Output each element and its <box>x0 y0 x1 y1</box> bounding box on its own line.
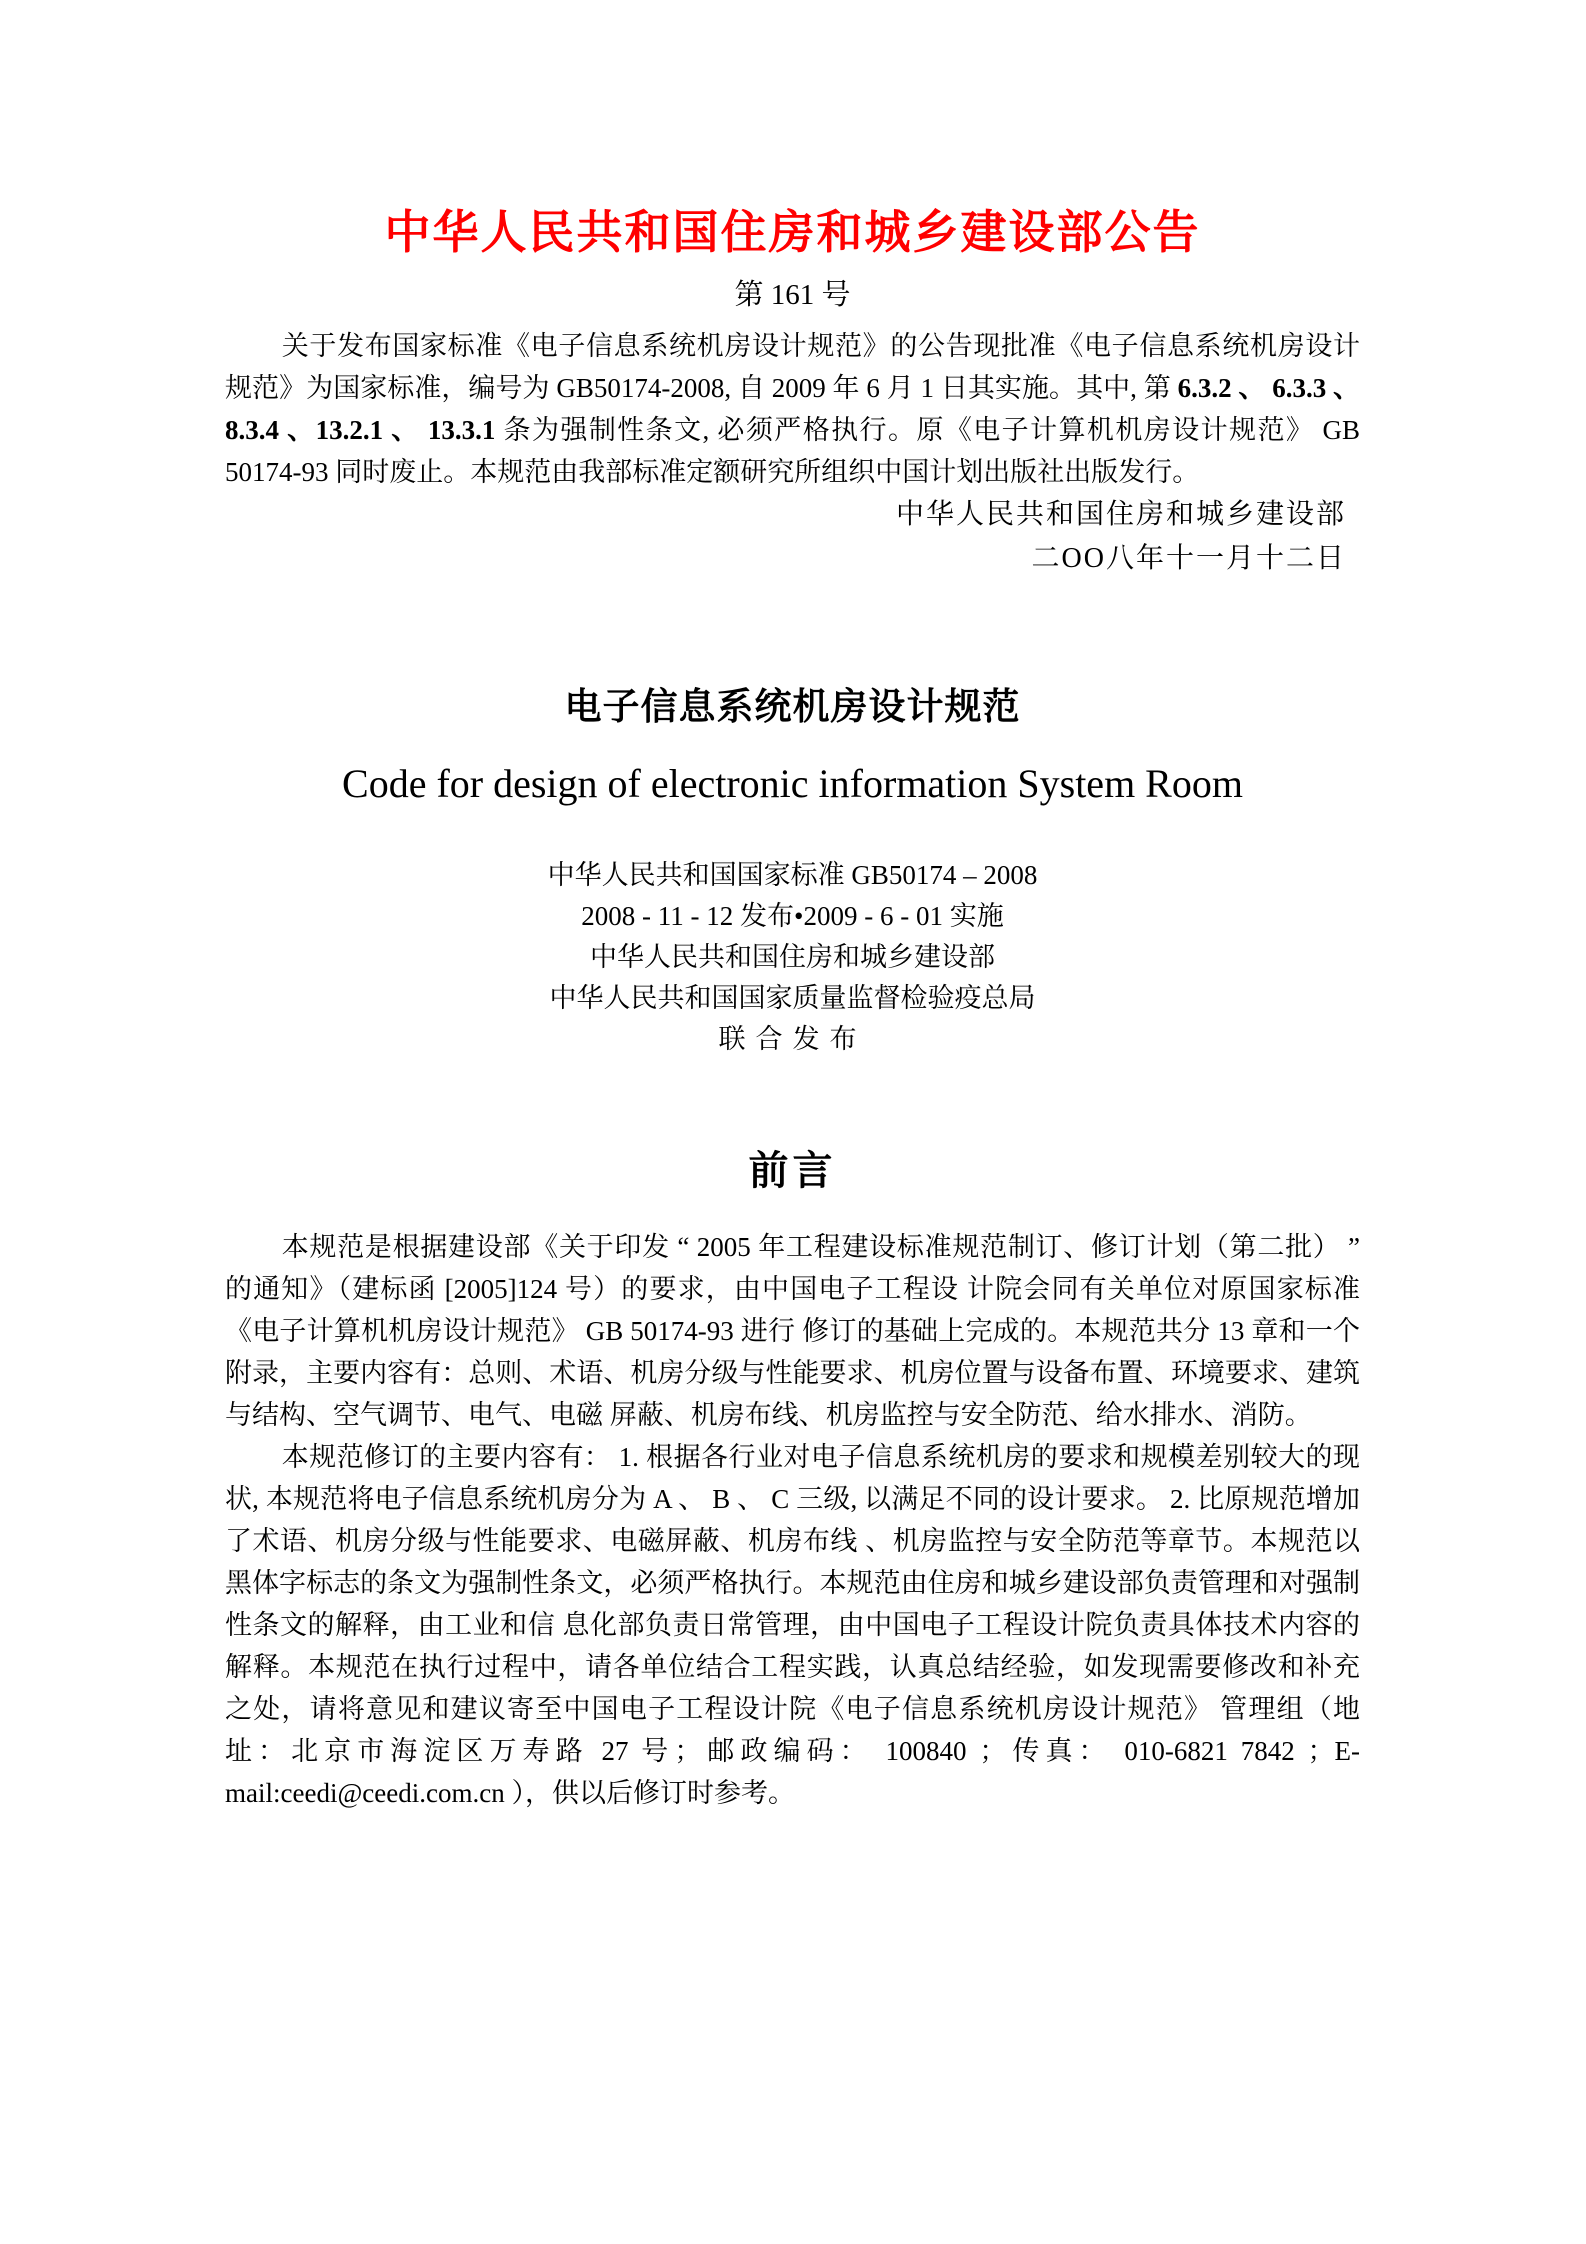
foreword-paragraph-1: 本规范是根据建设部《关于印发 “ 2005 年工程建设标准规范制订、修订计划（第二批） ” 的通知》（建标函 [2005]124 号）的要求，由中国电子工程设 计院会同有关单位对原国家标准《电子计算机机房设计规范》 GB 50174-93 进行 修订的基础上完成的。本规范共分 13 章和一个附录，主要内容有：总则、术语、机房分级与性能要求、机房位置与设备布置、环境要求、建筑与结构、空气调节、电气、电磁 屏蔽、机房布线、机房监控与安全防范、给水排水、消防。 <box>225 1232 1360 1430</box>
signature-block <box>225 493 1360 581</box>
signature-issuer: 中华人民共和国住房和城乡建设部 <box>895 499 1346 530</box>
announcement-body <box>225 325 1360 493</box>
foreword-title: 前言 <box>748 1148 837 1193</box>
foreword-paragraph-2: 本规范修订的主要内容有： 1. 根据各行业对电子信息系统机房的要求和规模差别较大的现状, 本规范将电子信息系统机房分为 A 、 B 、 C 三级, 以满足不同的设计要求。 2. 比原规范增加了术语、机房分级与性能要求、电磁屏蔽、机房布线 、机房监控与安全防范等章节。本规范以黑体字标志的条文为强制性条文，必须严格执行。本规范由住房和城乡建设部负责管理和对强制性条文的解释，由工业和信 息化部负责日常管理，由中国电子工程设计院负责具体技术内容的解释。本规范在执行过程中，请各单位结合工程实践，认真总结经验，如发现需要修改和补充 之处，请将意见和建议寄至中国电子工程设计院《电子信息系统机房设计规范》 管理组（地址：北京市海淀区万寿路 27 号；邮政编码： 100840 ；传真： 010-6821 7842 ；E-mail:ceedi@ceedi.com.cn ），供以后修订时参考。 <box>225 1442 1360 1808</box>
standard-title-cn: 电子信息系统机房设计规范 <box>564 687 1021 728</box>
text-segment: 关于发布国家标准《电子信息系统机房设计规范》的公告现批准《电子信息系统机房设计规范》为国家标准，编号为 GB50174-2008, 自 2009 年 6 月 1 日其实施。其中, 第 <box>225 331 1360 403</box>
standard-meta-line-4: 中华人民共和国国家质量监督检验疫总局 <box>549 983 1036 1013</box>
text-segment: 6.3.2 、 6.3.3 、 8.3.4 、13.2.1 、 13.3.1 <box>225 373 1361 445</box>
standard-meta-line-3: 中华人民共和国住房和城乡建设部 <box>590 942 995 972</box>
standard-meta-line-1: 中华人民共和国国家标准 GB50174 – 2008 <box>547 860 1038 890</box>
announcement-title: 中华人民共和国住房和城乡建设部公告 <box>384 206 1201 258</box>
standard-meta-block <box>225 855 1360 1060</box>
standard-meta-line-2: 2008 - 11 - 12 发布•2009 - 6 - 01 实施 <box>581 901 1004 931</box>
text-segment: 条为强制性条文, 必须严格执行。原《电子计算机机房设计规范》 GB 50174-93 同时废止。本规范由我部标准定额研究所组织中国计划出版社出版发行。 <box>225 415 1360 487</box>
standard-title-en: Code for design of electronic information System Room <box>342 761 1243 806</box>
standard-meta-line-5: 联合发布 <box>718 1024 867 1054</box>
signature-date: 二OO八年十一月十二日 <box>1031 543 1346 574</box>
announcement-number: 第 161 号 <box>734 279 851 311</box>
